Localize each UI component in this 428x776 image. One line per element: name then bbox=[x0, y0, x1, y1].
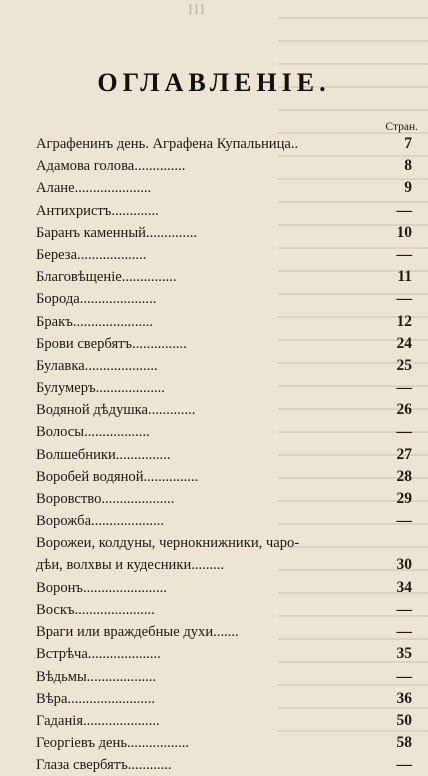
toc-entry bbox=[0, 754, 428, 776]
toc-entry bbox=[0, 488, 428, 510]
toc-entry bbox=[0, 377, 428, 399]
entry-page-number: 30 bbox=[396, 556, 412, 574]
entry-title: Алане..................... bbox=[36, 180, 152, 197]
entry-title: Гаданія..................... bbox=[36, 712, 160, 729]
entry-title-continued: дѣи, волхвы и кудесники......... bbox=[36, 557, 225, 574]
entry-title: Береза................... bbox=[36, 246, 147, 263]
toc-entry bbox=[0, 510, 428, 532]
toc-entry bbox=[0, 577, 428, 599]
toc-entry bbox=[0, 133, 428, 155]
toc-entry bbox=[0, 732, 428, 754]
toc-entry bbox=[0, 621, 428, 643]
toc-entry bbox=[0, 444, 428, 466]
table-of-contents bbox=[0, 133, 428, 776]
entry-title: Встрѣча.................... bbox=[36, 646, 161, 663]
toc-entry bbox=[0, 177, 428, 199]
toc-entry bbox=[0, 288, 428, 310]
entry-page-number: 58 bbox=[396, 734, 412, 752]
entry-page-number: 8 bbox=[404, 157, 412, 175]
entry-title: Борода..................... bbox=[36, 291, 157, 308]
entry-page-number: — bbox=[396, 756, 412, 774]
entry-title: Воскъ...................... bbox=[36, 601, 155, 618]
entry-page-number: 27 bbox=[396, 445, 412, 463]
entry-page-number: 24 bbox=[396, 334, 412, 352]
entry-page-number: — bbox=[396, 245, 412, 263]
entry-page-number: — bbox=[396, 290, 412, 308]
entry-title: Благовѣщеніе............... bbox=[36, 269, 177, 286]
entry-page-number: 7 bbox=[404, 135, 412, 152]
entry-title: Булавка.................... bbox=[36, 357, 158, 374]
entry-page-number: 12 bbox=[396, 312, 412, 330]
toc-entry bbox=[0, 311, 428, 333]
entry-page-number: 36 bbox=[396, 689, 412, 707]
entry-page-number: 28 bbox=[396, 467, 412, 485]
page-number: III bbox=[188, 2, 206, 18]
entry-title: Водяной дѣдушка............. bbox=[36, 402, 196, 419]
entry-title: Вѣдьмы................... bbox=[36, 668, 157, 685]
entry-page-number: — bbox=[396, 623, 412, 641]
entry-title: Враги или враждебные духи....... bbox=[36, 624, 239, 641]
entry-title: Булумеръ................... bbox=[36, 380, 165, 397]
entry-title: Адамова голова.............. bbox=[36, 158, 186, 175]
entry-title: Волосы.................. bbox=[36, 424, 150, 441]
entry-page-number: 29 bbox=[396, 490, 412, 507]
toc-entry bbox=[0, 599, 428, 621]
toc-entry bbox=[0, 643, 428, 665]
entry-title: Воробей водяной............... bbox=[36, 468, 199, 485]
entry-page-number: 35 bbox=[396, 645, 412, 663]
entry-page-number: 11 bbox=[397, 268, 412, 286]
entry-page-number: — bbox=[396, 667, 412, 685]
entry-page-number: 50 bbox=[396, 711, 412, 729]
toc-entry bbox=[0, 666, 428, 688]
toc-entry bbox=[0, 532, 428, 576]
toc-entry bbox=[0, 421, 428, 443]
toc-entry bbox=[0, 688, 428, 710]
entry-title: Ворожеи, колдуны, чернокнижники, чаро- bbox=[36, 535, 300, 552]
entry-title: Волшебники............... bbox=[36, 446, 171, 463]
page-column-header: Стран. bbox=[385, 121, 418, 133]
entry-page-number: — bbox=[396, 379, 412, 397]
entry-page-number: 26 bbox=[396, 401, 412, 419]
toc-entry bbox=[0, 244, 428, 266]
toc-entry bbox=[0, 466, 428, 488]
entry-page-number: — bbox=[396, 423, 412, 441]
entry-page-number: 25 bbox=[396, 356, 412, 374]
toc-entry bbox=[0, 355, 428, 377]
entry-page-number: — bbox=[396, 201, 412, 219]
entry-page-number: 10 bbox=[396, 223, 412, 241]
entry-title: Аграфенинъ день. Аграфена Купальница.. bbox=[36, 136, 299, 152]
entry-page-number: — bbox=[396, 600, 412, 618]
toc-entry bbox=[0, 222, 428, 244]
toc-entry bbox=[0, 200, 428, 222]
toc-entry bbox=[0, 710, 428, 732]
entry-title: Глаза свербятъ............ bbox=[36, 757, 172, 774]
entry-title: Антихристъ............. bbox=[36, 202, 159, 219]
toc-entry bbox=[0, 155, 428, 177]
entry-title: Бракъ...................... bbox=[36, 313, 154, 330]
entry-title: Георгіевъ день................. bbox=[36, 735, 190, 752]
toc-entry bbox=[0, 399, 428, 421]
toc-entry bbox=[0, 333, 428, 355]
entry-page-number: 9 bbox=[404, 179, 412, 197]
entry-title: Вѣра........................ bbox=[36, 690, 155, 707]
entry-title: Воронъ....................... bbox=[36, 579, 167, 596]
toc-entry bbox=[0, 266, 428, 288]
entry-title: Воровство.................... bbox=[36, 491, 175, 507]
page-title: ОГЛАВЛЕНІЕ. bbox=[97, 68, 331, 97]
entry-title: Ворожба.................... bbox=[36, 513, 165, 530]
entry-title: Баранъ каменный.............. bbox=[36, 224, 198, 241]
entry-page-number: — bbox=[396, 512, 412, 530]
entry-page-number: 34 bbox=[396, 578, 412, 596]
entry-title: Брови свербятъ............... bbox=[36, 335, 187, 352]
